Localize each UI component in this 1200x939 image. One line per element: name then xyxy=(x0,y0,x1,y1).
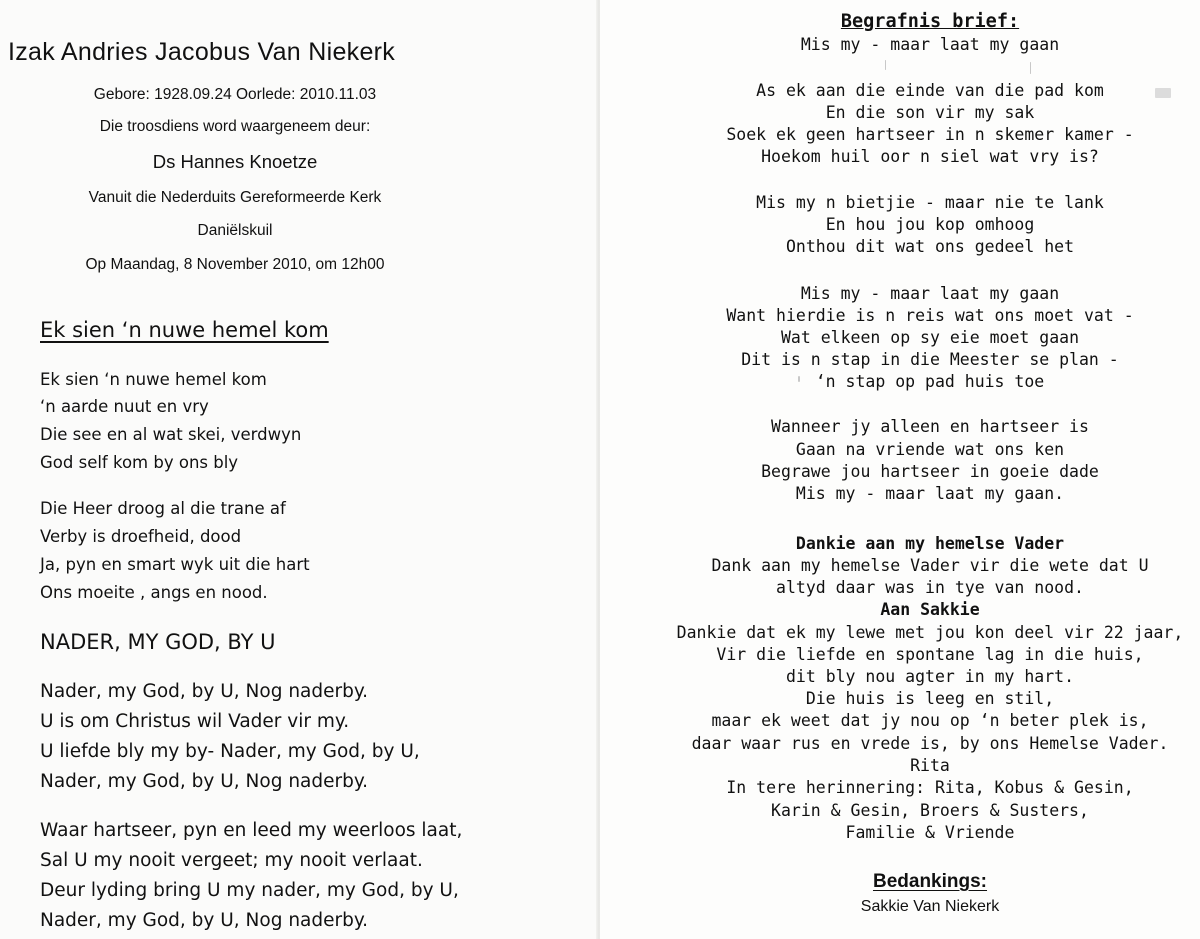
thanks-line: Dank aan my hemelse Vader vir die wete dat U xyxy=(711,556,1149,575)
thanks-line: altyd daar was in tye van nood. xyxy=(776,578,1084,597)
hymn1-line: God self kom by ons bly xyxy=(40,453,239,472)
thanks-title: Dankie aan my hemelse Vader xyxy=(795,534,1065,553)
poem-line: ‘n stap op pad huis toe xyxy=(815,372,1045,391)
sakkie-title: Aan Sakkie xyxy=(880,600,980,619)
signature-rita: Rita xyxy=(910,756,950,775)
right-page xyxy=(600,0,1200,939)
hymn2-line: Nader, my God, by U, Nog naderby. xyxy=(40,681,369,702)
sakkie-line: Vir die liefde en spontane lag in die huis, xyxy=(716,645,1144,664)
poem-line: Begrawe jou hartseer in goeie dade xyxy=(761,462,1099,481)
hymn2-line: U liefde bly my by- Nader, my God, by U, xyxy=(40,741,420,762)
hymn1-line: Die Heer droog al die trane af xyxy=(40,499,286,518)
remembrance-line: Familie & Vriende xyxy=(845,823,1015,842)
remembrance-line: In tere herinnering: Rita, Kobus & Gesin, xyxy=(726,778,1134,797)
poem-line: Soek ek geen hartseer in n skemer kamer - xyxy=(726,125,1134,144)
town-name: Daniëlskuil xyxy=(197,222,273,239)
sakkie-line: Dankie dat ek my lewe met jou kon deel vir 22 jaar, xyxy=(676,623,1184,642)
sakkie-line: dit bly nou agter in my hart. xyxy=(785,667,1075,686)
remembrance-line: Karin & Gesin, Broers & Susters, xyxy=(771,801,1089,820)
hymn2-line: U is om Christus wil Vader vir my. xyxy=(40,711,350,732)
poem-line: En hou jou kop omhoog xyxy=(825,215,1035,234)
bedankings-title: Bedankings: xyxy=(872,871,988,892)
paper-speck xyxy=(798,376,800,382)
poem-line: En die son vir my sak xyxy=(825,103,1035,122)
hymn1-line: ‘n aarde nuut en vry xyxy=(40,397,209,416)
hymn1-line: Die see en al wat skei, verdwyn xyxy=(40,425,302,444)
poem-line: Mis my - maar laat my gaan xyxy=(800,284,1060,303)
birth-death-dates: Gebore: 1928.09.24 Oorlede: 2010.11.03 xyxy=(93,86,377,103)
letter-title: Begrafnis brief: xyxy=(840,11,1020,32)
poem-line: Mis my n bietjie - maar nie te lank xyxy=(756,193,1104,212)
service-intro: Die troosdiens word waargeneem deur: xyxy=(99,118,371,135)
poem-line: Want hierdie is n reis wat ons moet vat - xyxy=(726,306,1134,325)
poem-line: Wat elkeen op sy eie moet gaan xyxy=(780,328,1079,347)
hymn2-line: Nader, my God, by U, Nog naderby. xyxy=(40,910,369,931)
paper-speck xyxy=(1155,88,1171,98)
hymn2-line: Waar hartseer, pyn en leed my weerloos laat, xyxy=(40,820,463,841)
left-page xyxy=(0,0,598,939)
hymn1-title: Ek sien ‘n nuwe hemel kom xyxy=(40,318,329,342)
poem-line: Onthou dit wat ons gedeel het xyxy=(785,237,1075,256)
hymn1-line: Ja, pyn en smart wyk uit die hart xyxy=(40,555,310,574)
poem-line: As ek aan die einde van die pad kom xyxy=(756,81,1104,100)
hymn2-line: Sal U my nooit vergeet; my nooit verlaat. xyxy=(40,850,423,871)
poem-subtitle: Mis my - maar laat my gaan xyxy=(800,35,1060,54)
hymn1-line: Ek sien ‘n nuwe hemel kom xyxy=(40,370,267,389)
church-name: Vanuit die Nederduits Gereformeerde Kerk xyxy=(88,189,382,206)
hymn2-line: Nader, my God, by U, Nog naderby. xyxy=(40,771,369,792)
minister-name: Ds Hannes Knoetze xyxy=(152,151,318,172)
sakkie-line: daar waar rus en vrede is, by ons Hemelse Vader. xyxy=(691,734,1169,753)
hymn1-line: Verby is droefheid, dood xyxy=(40,527,242,546)
paper-speck xyxy=(885,60,886,70)
hymn2-title: NADER, MY GOD, BY U xyxy=(40,630,276,654)
poem-line: Wanneer jy alleen en hartseer is xyxy=(771,417,1089,436)
service-time: Op Maandag, 8 November 2010, om 12h00 xyxy=(85,256,385,273)
hymn1-line: Ons moeite , angs en nood. xyxy=(40,583,268,602)
deceased-name: Izak Andries Jacobus Van Niekerk xyxy=(8,38,396,66)
poem-line: Mis my - maar laat my gaan. xyxy=(795,484,1065,503)
hymn2-line: Deur lyding bring U my nader, my God, by U, xyxy=(40,880,459,901)
sakkie-line: Die huis is leeg en stil, xyxy=(805,689,1055,708)
bedankings-name: Sakkie Van Niekerk xyxy=(860,898,1000,915)
poem-line: Hoekom huil oor n siel wat vry is? xyxy=(761,147,1099,166)
sakkie-line: maar ek weet dat jy nou op ‘n beter plek is, xyxy=(711,711,1149,730)
poem-line: Dit is n stap in die Meester se plan - xyxy=(741,350,1119,369)
paper-speck xyxy=(1030,62,1031,74)
poem-line: Gaan na vriende wat ons ken xyxy=(795,440,1065,459)
